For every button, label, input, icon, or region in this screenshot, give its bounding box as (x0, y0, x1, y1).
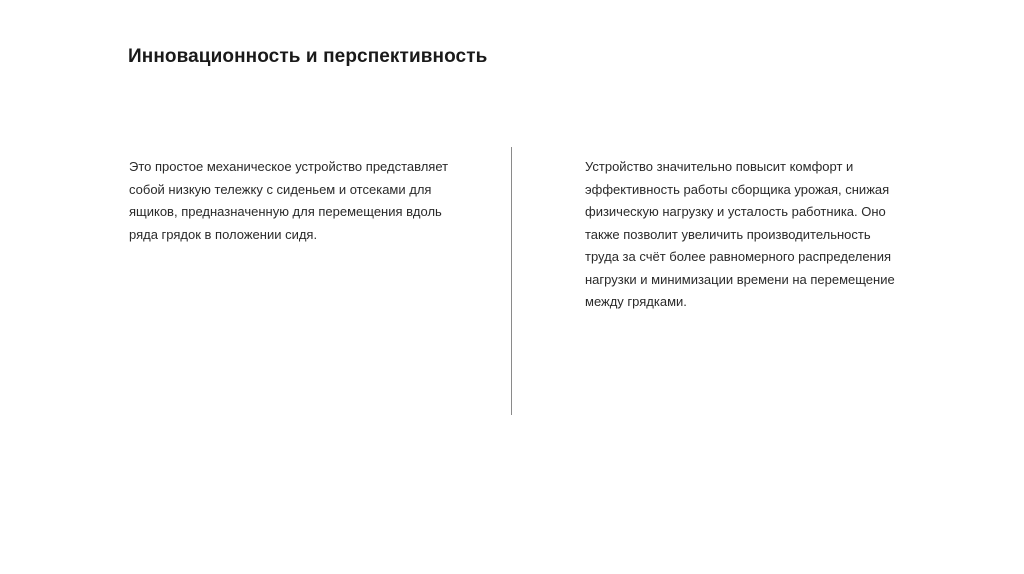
left-text-line: ряда грядок в положении сидя. (129, 226, 318, 242)
left-text-line: ящиков, предназначенную для перемещения вдоль (129, 204, 442, 219)
right-text-line: между грядками. (585, 294, 687, 309)
right-text-line: Устройство значительно повысит комфорт и (585, 159, 854, 174)
left-text-line: собой низкую тележку с сиденьем и отсеками для (129, 181, 432, 197)
column-divider (511, 147, 512, 415)
slide-title: Инновационность и перспективность (128, 46, 488, 67)
right-text-line: эффективность работы сборщика урожая, снижая (585, 181, 890, 197)
right-text-line: нагрузки и минимизации времени на перемещение (585, 271, 895, 287)
right-text-line: также позволит увеличить производительность (585, 226, 871, 242)
left-text-line: Это простое механическое устройство представляет (129, 159, 449, 174)
right-text-line: труда за счёт более равномерного распределения (585, 249, 892, 264)
left-text-block (129, 156, 479, 246)
right-text-block (585, 156, 935, 314)
right-text-line: физическую нагрузку и усталость работника. Оно (585, 204, 886, 219)
